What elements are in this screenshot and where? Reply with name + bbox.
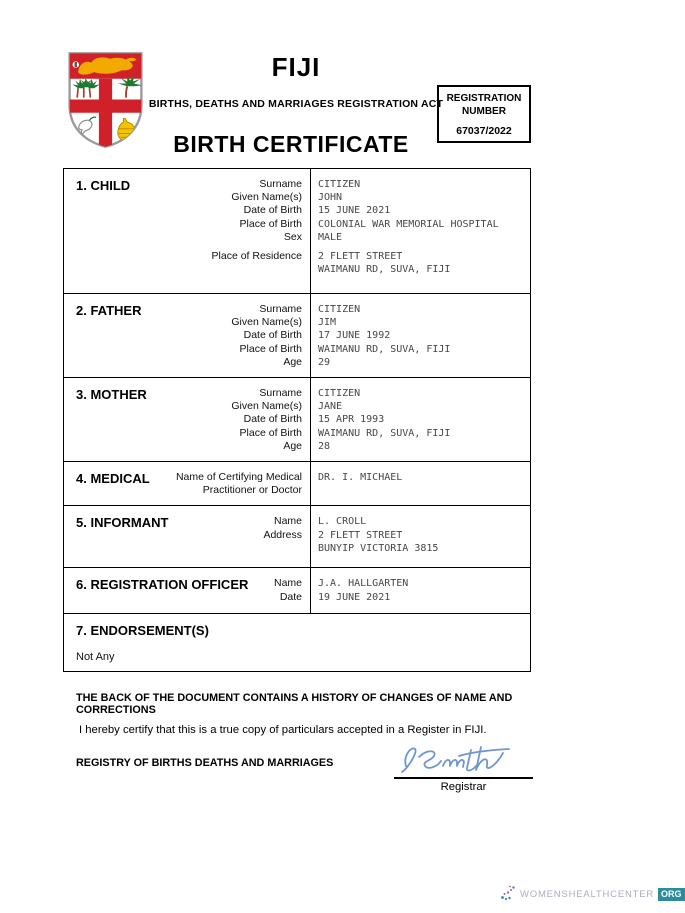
field-labels: Name Date [273, 577, 302, 603]
field-labels: Name Address [263, 515, 302, 541]
registration-number-box [437, 85, 531, 143]
section-heading: 2. FATHER [76, 303, 142, 318]
watermark-dots-logo-icon [500, 884, 518, 901]
section-row [64, 378, 530, 462]
section-row [64, 614, 530, 671]
field-labels: Surname Given Name(s) Date of Birth Place of Birth Age [231, 387, 302, 452]
field-values: CITIZEN JIM 17 JUNE 1992 WAIMANU RD, SUVA, FIJI 29 [318, 304, 451, 368]
section-heading: 5. INFORMANT [76, 515, 169, 531]
section-row [64, 506, 530, 568]
registration-number-label-line1: REGISTRATION [446, 93, 522, 104]
field-values: J.A. HALLGARTEN 19 JUNE 2021 [318, 578, 409, 603]
field-labels: Name of Certifying Medical Practitioner or Doctor [175, 471, 302, 497]
document-title: BIRTH CERTIFICATE [173, 131, 409, 157]
watermark-org-badge: ORG [658, 888, 685, 901]
field-labels: Surname Given Name(s) Date of Birth Place of Birth Age [231, 303, 302, 368]
registrar-signature-scribble [397, 744, 527, 776]
registration-number-label-line2: NUMBER [462, 105, 506, 117]
signature-line [394, 777, 533, 779]
field-values: CITIZEN JOHN 15 JUNE 2021 COLONIAL WAR MEMORIAL HOSPITAL MALE 2 FLETT STREET WAIMANU RD, SUVA, FIJI [318, 179, 499, 276]
section-heading: 7. ENDORSEMENT(S) [76, 623, 209, 639]
act-subtitle: BIRTHS, DEATHS AND MARRIAGES REGISTRATION ACT [148, 98, 444, 110]
registry-office-line: REGISTRY OF BIRTHS DEATHS AND MARRIAGES [76, 757, 334, 769]
section-heading: 3. MOTHER [76, 387, 147, 403]
section-row [64, 294, 530, 378]
field-values: CITIZEN JANE 15 APR 1993 WAIMANU RD, SUVA, FIJI 28 [318, 388, 451, 452]
certification-statement: I hereby certify that this is a true copy of particulars accepted in a Register in FIJI. [79, 724, 487, 736]
field-labels: Surname Given Name(s) Date of Birth Place of Birth Sex Place of Residence [211, 178, 302, 263]
certificate-table [63, 168, 531, 672]
endorsement-note: Not Any [76, 651, 115, 664]
watermark [500, 884, 685, 901]
page-title-country: FIJI [271, 52, 321, 82]
section-heading: 4. MEDICAL [76, 471, 150, 487]
back-of-document-note: THE BACK OF THE DOCUMENT CONTAINS A HISTORY OF CHANGES OF NAME AND CORRECTIONS [76, 692, 513, 716]
field-values: L. CROLL 2 FLETT STREET BUNYIP VICTORIA 3815 [318, 516, 439, 554]
section-heading: 1. CHILD [76, 178, 131, 193]
watermark-text: WOMENSHEALTHCENTER [520, 889, 655, 900]
section-heading: 6. REGISTRATION OFFICER [76, 577, 249, 593]
section-row [64, 169, 530, 294]
registrar-label: Registrar [440, 781, 487, 793]
section-row [64, 462, 530, 506]
section-row [64, 568, 530, 614]
registration-number-value: 67037/2022 [456, 125, 512, 137]
field-values: DR. I. MICHAEL [318, 472, 403, 484]
